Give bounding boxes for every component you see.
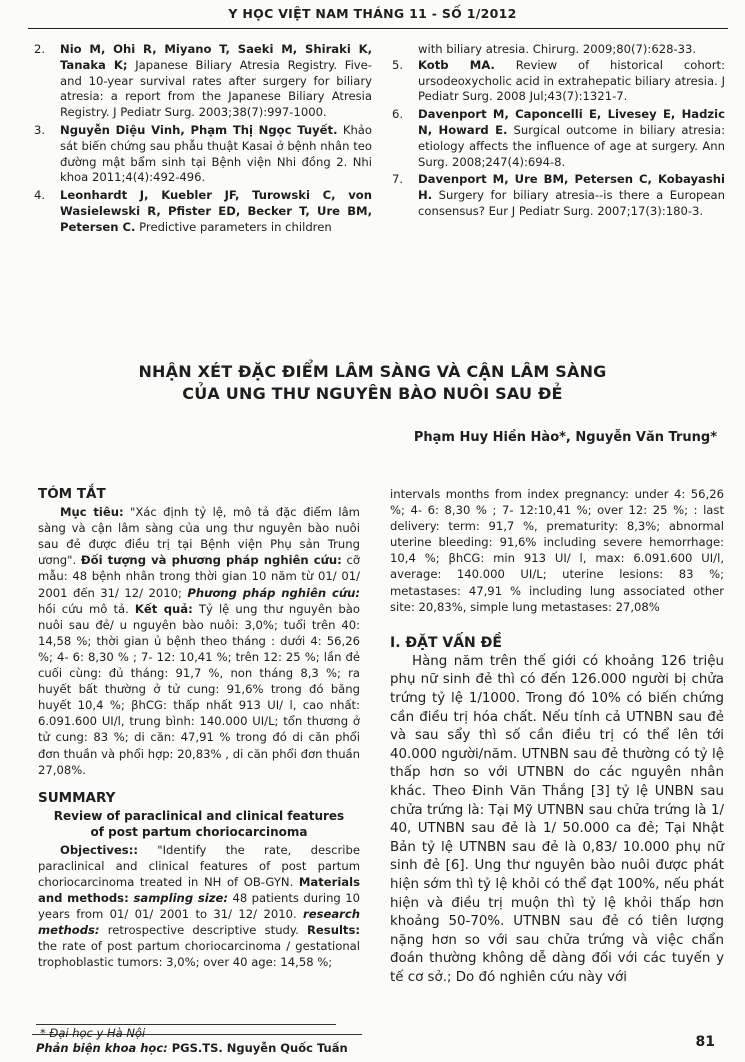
- reference-text: Predictive parameters in children: [135, 219, 332, 234]
- summary-results-continuation: intervals months from index pregnancy: under 4: 56,26 %; 4- 6: 8,30 % ; 7- 12:10,41 %; over 12: 25 %; : last delivery: term: 91,7 %, prematurity: 8,3%; abnormal uterine bleeding: 91,6% including severe hemorrhage: 10,4 %; βhCG: min 913 UI/ l, max: 6.091.600 UI/l, average: 140.000 UI/L; uterine lesions: 83 %; metastases: 47,91 % including lung associated other site: 20,83%, simple lung metastases: 27,08%: [390, 487, 724, 614]
- materials-label: Materials and methods:: [38, 874, 360, 906]
- results-label: Kết quả:: [134, 601, 193, 616]
- journal-header: Y HỌC VIỆT NAM THÁNG 11 - SỐ 1/2012: [228, 6, 517, 21]
- reference-authors: Davenport M, Ure BM, Petersen C, Kobayashi H.: [418, 172, 725, 203]
- sample-text: 48 patients during 10 years from 01/ 01/ 2001 to 31/ 12/ 2010.: [38, 891, 360, 922]
- reference-number: 4.: [34, 188, 46, 203]
- reference-item: [390, 172, 725, 219]
- footnote-divider: [36, 1024, 336, 1025]
- reference-number: 2.: [34, 42, 46, 56]
- affiliation-note: * Đại học y Hà Nội: [40, 1026, 146, 1040]
- abstract-heading: TÓM TẮT: [38, 486, 106, 502]
- intro-body: Hàng năm trên thế giới có khoảng 126 triệu phụ nữ sinh đẻ thì có đến 126.000 người bị chửa trứng tỷ lệ 1/1000. Trong đó 10% có biến chứng cần điều trị hóa chất. Nếu tính cả UTNBN sau đẻ và sau sẩy thì số cần điều trị có thể lên tới 40.000 người/năm. UTNBN sau đẻ thường có tỷ lệ thấp hơn so với UTNBN do các nguyên nhân khác. Theo Đinh Văn Thắng [3] tỷ lệ UNBN sau chửa trứng là: Tại Mỹ UTNBN sau chửa trứng là 1/ 40, UTNBN sau đẻ là 1/ 50.000 ca đẻ; Tại Nhật Bản tỷ lệ UTNBN sau đẻ là 0,83/ 10.000 phụ nữ sinh đẻ [6]. Ung thư nguyên bào nuôi được phát hiện sớm thì tỷ lệ khỏi có thể đạt 100%, nếu phát hiện và điều trị muộn thì tỷ lệ khỏi thấp hơn khoảng 50-70%. UTNBN sau đẻ có tiên lượng nặng hơn so với sau chửa trứng và việc chẩn đoán thường không dễ dàng đối với các tuyến y tế cơ sở.; Do đó nghiên cứu này với: [390, 653, 724, 985]
- reference-continuation: with biliary atresia. Chirurg. 2009;80(7):628-33.: [418, 42, 697, 56]
- reference-number: 6.: [392, 107, 404, 122]
- reference-text: Japanese Biliary Atresia Registry. Five- and 10-year survival rates after surgery for biliary atresia: a report from the Japanese Biliary Atresia Registry. J Pediatr Surg. 2003;38(7):997-1000.: [60, 57, 372, 120]
- intro-heading: I. ĐẶT VẤN ĐỀ: [390, 634, 502, 651]
- page-number: 81: [695, 1034, 715, 1050]
- footnote-block: [36, 1024, 376, 1056]
- summary-column-right: [390, 486, 724, 988]
- summary-results-label: Results:: [307, 923, 360, 938]
- references-left: [32, 42, 372, 238]
- reviewer-name: PGS.TS. Nguyễn Quốc Tuấn: [167, 1041, 348, 1055]
- summary-heading: SUMMARY: [38, 789, 116, 806]
- objectives-text: "Identify the rate, describe paraclinical and clinical features of post partum choriocarcinoma treated in NH of OB-GYN.: [38, 842, 360, 889]
- reference-authors: Kotb MA.: [418, 57, 495, 72]
- method-label: Phương pháp nghiên cứu:: [187, 585, 360, 600]
- subjects-label: Đối tượng và phương pháp nghiên cứu:: [80, 553, 342, 568]
- header-rule: [28, 28, 728, 29]
- reference-text: Surgical outcome in biliary atresia: etiology affects the influence of age at surgery. Ann Surg. 2008;247(4):694-8.: [418, 122, 725, 169]
- sample-label: sampling size:: [128, 891, 229, 906]
- subjects-text: cỡ mẫu: 48 bệnh nhân trong thời gian 10 năm từ 01/ 01/ 2001 đến 31/ 12/ 2010;: [38, 553, 360, 600]
- results-text: Tỷ lệ ung thư nguyên bào nuôi sau đẻ/ u nguyên bào nuôi: 3,0%; tuổi trên 40: 14,58 %; thời gian ủ bệnh theo tháng : dưới 4: 56,26 %; 4- 6: 8,30 % ; 7- 12: 10,41 %; trên 12: 25 %; lần đẻ cuối cùng: đủ tháng: 91,7 %, non tháng 8,3 %; ra huyết bất thường ở tử cung: 91,6% trong đó băng huyết 10,4 %; βhCG: thấp nhất 913 UI/ l, cao nhất: 6.091.600 UI/l, trung bình: 140.000 UI/L; tổn thương ở tử cung: 83 %; di căn: 47,91 % trong đó di căn phổi đơn thuần và phổi hợp: 20,83% , di căn phổi đơn thuần 27,08%.: [38, 601, 360, 777]
- abstract-column-left: [38, 486, 360, 971]
- article-title-line: NHẬN XÉT ĐẶC ĐIỂM LÂM SÀNG VÀ CẬN LÂM SÀNG: [138, 362, 607, 381]
- reference-item: [32, 188, 372, 235]
- summary-results-text: the rate of post partum choriocarcinoma / gestational trophoblastic tumors: 3,0%; over 40 age: 14,58 %;: [38, 939, 360, 970]
- article-authors: Phạm Huy Hiền Hào*, Nguyễn Văn Trung*: [413, 430, 717, 445]
- reviewer-label: Phản biện khoa học:: [36, 1041, 168, 1055]
- reference-authors: Nio M, Ohi R, Miyano T, Saeki M, Shiraki K, Tanaka K;: [60, 42, 372, 72]
- reference-text: Khảo sát biến chứng sau phẫu thuật Kasai ở bệnh nhân teo đường mật bẩm sinh tại Bệnh viện Nhi đồng 2. Nhi khoa 2011;4(4):492-496.: [60, 122, 372, 185]
- reference-item: [390, 58, 725, 105]
- reference-number: 5.: [392, 57, 404, 72]
- reference-authors: Leonhardt J, Kuebler JF, Turowski C, von Wasielewski R, Pfister ED, Becker T, Ure BM, Petersen C.: [60, 188, 372, 234]
- objectives-label: Objectives::: [60, 842, 138, 857]
- reference-item: [32, 123, 372, 186]
- research-text: retrospective descriptive study.: [99, 923, 307, 938]
- reference-item: [32, 42, 372, 121]
- reference-item: [390, 107, 725, 170]
- article-title-line: CỦA UNG THƯ NGUYÊN BÀO NUÔI SAU ĐẺ: [182, 384, 563, 403]
- references-right: [390, 42, 725, 222]
- reviewer-line: [36, 1041, 376, 1056]
- reference-authors: Davenport M, Caponcelli E, Livesey E, Hadzic N, Howard E.: [418, 107, 725, 137]
- article-title: [0, 361, 745, 405]
- reference-text: Review of historical cohort: ursodeoxycholic acid in extrahepatic biliary atresia. J Pediatr Surg. 2008 Jul;43(7):1321-7.: [418, 57, 725, 104]
- research-label: research methods:: [38, 907, 360, 938]
- reference-authors: Nguyễn Diệu Vinh, Phạm Thị Ngọc Tuyết.: [60, 122, 338, 137]
- reference-number: 7.: [392, 172, 404, 187]
- objective-text: "Xác định tỷ lệ, mô tả đặc điểm lâm sàng và cận lâm sàng của ung thư nguyên bào nuôi sau đẻ được điều trị tại Bệnh viện Phụ sản Trung ương".: [38, 505, 360, 568]
- abstract-body: [38, 504, 360, 778]
- reference-text: Surgery for biliary atresia--is there a European consensus? Eur J Pediatr Surg. 2007;17(3):180-3.: [418, 188, 725, 218]
- reference-number: 3.: [34, 122, 46, 137]
- summary-title: Review of paraclinical and clinical features of post partum choriocarcinoma: [53, 808, 345, 839]
- summary-body: [38, 842, 360, 971]
- method-text: hồi cứu mô tả.: [38, 601, 135, 616]
- objective-label: Mục tiêu:: [60, 505, 124, 520]
